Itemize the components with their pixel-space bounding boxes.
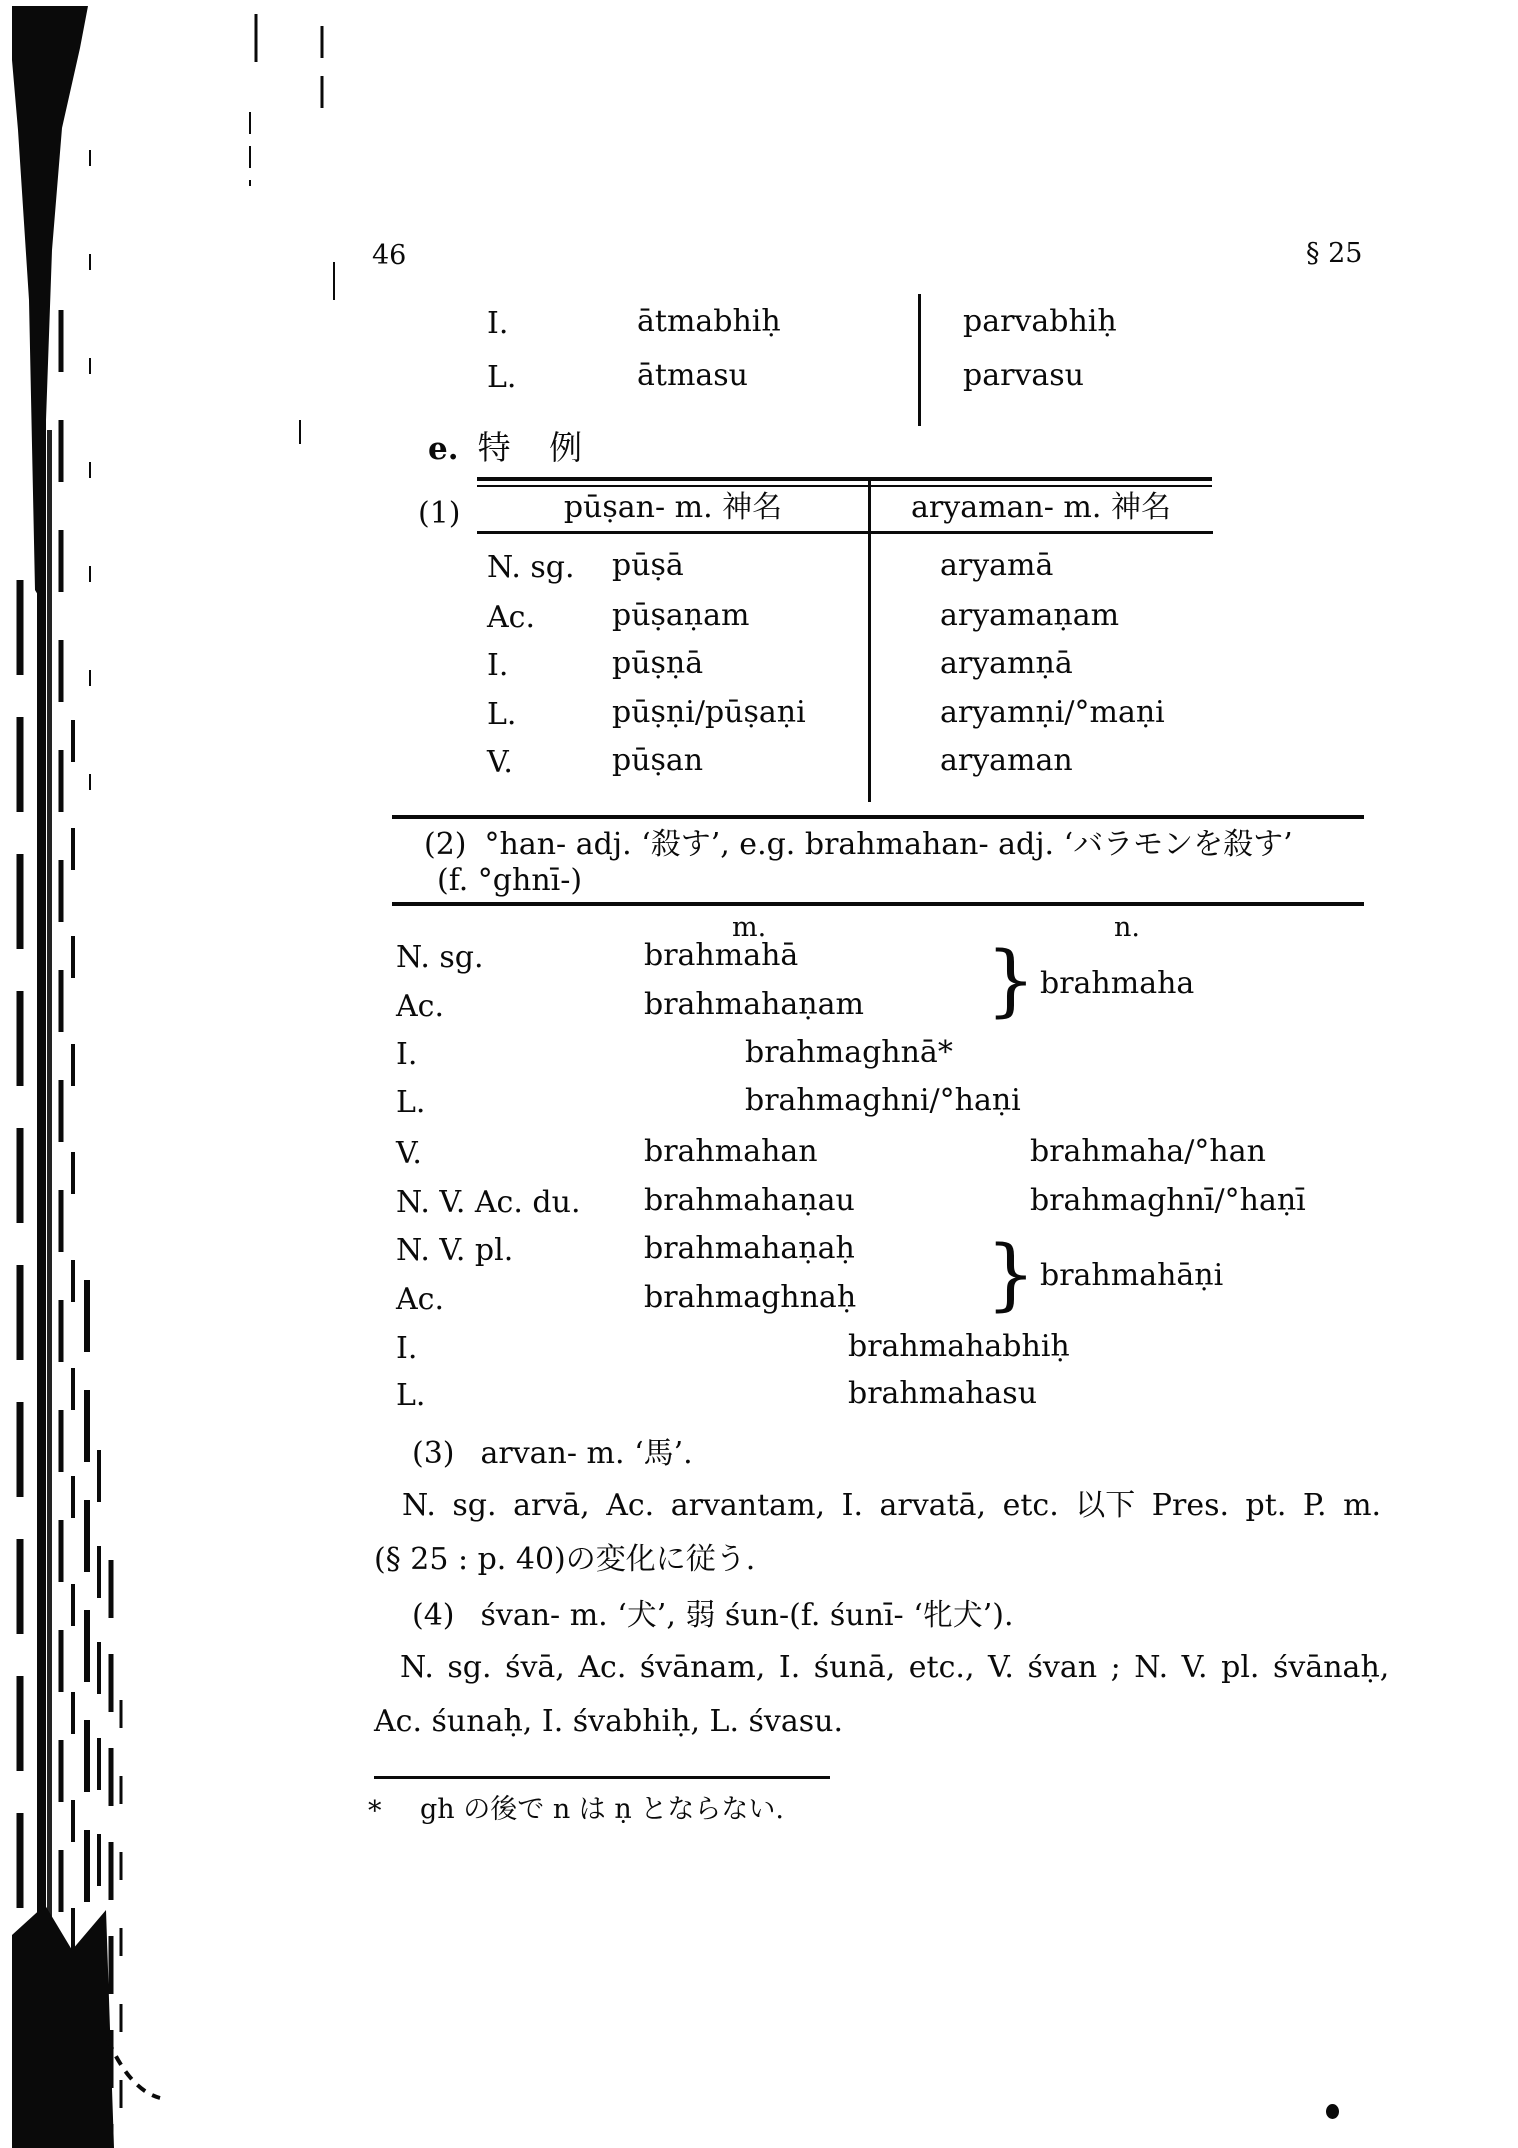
case-label: L. bbox=[396, 1085, 426, 1120]
sanskrit-form: aryamā bbox=[940, 548, 1054, 583]
table-1-number: (1) bbox=[418, 496, 461, 531]
sanskrit-form: brahmaghni/°haṇi bbox=[745, 1083, 1021, 1118]
column-divider bbox=[918, 294, 921, 426]
table-1-header-right: aryaman- m. 神名 bbox=[911, 490, 1171, 525]
paragraph-4-line-1: N. sg. śvā, Ac. śvānam, I. śunā, etc., V. śvan ; N. V. pl. śvānaḥ, bbox=[400, 1650, 1390, 1685]
case-label: V. bbox=[396, 1136, 422, 1171]
table-1-header-rule bbox=[477, 531, 1213, 534]
case-label: N. sg. bbox=[487, 550, 575, 585]
sanskrit-form: brahmahabhiḥ bbox=[848, 1329, 1070, 1364]
case-label: Ac. bbox=[487, 600, 536, 635]
sanskrit-form: brahmahāṇi bbox=[1040, 1258, 1224, 1293]
footnote-rule bbox=[374, 1776, 830, 1779]
table-1-column-divider bbox=[868, 477, 871, 802]
sanskrit-form: pūṣaṇam bbox=[612, 598, 750, 633]
case-label: I. bbox=[396, 1037, 418, 1072]
case-label: L. bbox=[487, 697, 517, 732]
case-label: N. V. pl. bbox=[396, 1233, 514, 1268]
case-label: I. bbox=[396, 1331, 418, 1366]
sanskrit-form: aryaman bbox=[940, 743, 1073, 778]
paragraph-3-heading bbox=[412, 1436, 693, 1472]
footnote-marker: * bbox=[368, 1796, 382, 1827]
paragraph-3-line-1: N. sg. arvā, Ac. arvantam, I. arvatā, etc. 以下 Pres. pt. P. m. bbox=[402, 1488, 1382, 1523]
sanskrit-form: ātmabhiḥ bbox=[637, 304, 781, 339]
paragraph-4-number: (4) bbox=[412, 1598, 455, 1633]
sanskrit-form: pūṣṇi/pūṣaṇi bbox=[612, 695, 806, 730]
case-label: V. bbox=[487, 745, 513, 780]
paragraph-3-title: arvan- m. ‘馬’. bbox=[480, 1436, 693, 1471]
table-1-top-rule-2 bbox=[477, 485, 1212, 487]
sanskrit-form: brahmahasu bbox=[848, 1376, 1038, 1411]
section-2-title: °han- adj. ‘殺す’, e.g. brahmahan- adj. ‘バラモンを殺す’ bbox=[484, 827, 1293, 862]
grouping-brace: } bbox=[986, 1230, 1036, 1320]
sanskrit-form: aryamṇi/°maṇi bbox=[940, 695, 1165, 730]
paragraph-3-number: (3) bbox=[412, 1436, 455, 1471]
section-reference: § 25 bbox=[1306, 238, 1363, 269]
sanskrit-form: brahmahaṇaḥ bbox=[644, 1231, 855, 1266]
sanskrit-form: aryamṇā bbox=[940, 646, 1073, 681]
sanskrit-form: brahmahaṇau bbox=[644, 1183, 855, 1218]
table-1-top-rule bbox=[477, 477, 1212, 481]
section-2-bottom-rule bbox=[392, 902, 1364, 906]
sanskrit-form: brahmaha bbox=[1040, 966, 1195, 1001]
ink-speck bbox=[1326, 2104, 1339, 2119]
paragraph-3-line-2: (§ 25 : p. 40)の変化に従う. bbox=[374, 1542, 756, 1577]
table-1-header-left: pūṣan- m. 神名 bbox=[563, 490, 783, 525]
case-label: L. bbox=[396, 1378, 426, 1413]
sanskrit-form: brahmaha/°han bbox=[1030, 1134, 1266, 1169]
page-number: 46 bbox=[372, 240, 407, 271]
sanskrit-form: pūṣṇā bbox=[612, 646, 704, 681]
sanskrit-form: brahmaghnā* bbox=[745, 1035, 953, 1070]
column-header-masculine: m. bbox=[732, 912, 767, 943]
sanskrit-form: brahmahan bbox=[644, 1134, 818, 1169]
case-label: I. bbox=[487, 648, 509, 683]
section-2-heading bbox=[424, 827, 1293, 863]
sanskrit-form: pūṣā bbox=[612, 548, 684, 583]
column-header-neuter: n. bbox=[1114, 912, 1140, 943]
grouping-brace: } bbox=[986, 936, 1036, 1026]
sanskrit-form: pūṣan bbox=[612, 743, 704, 778]
case-label: Ac. bbox=[396, 1282, 445, 1317]
sanskrit-form: parvabhiḥ bbox=[963, 304, 1117, 339]
section-e-heading bbox=[428, 422, 582, 469]
case-label: N. sg. bbox=[396, 940, 484, 975]
sanskrit-form: brahmahā bbox=[644, 938, 799, 973]
section-2-number: (2) bbox=[424, 827, 467, 862]
sanskrit-form: brahmahaṇam bbox=[644, 987, 864, 1022]
paragraph-4-title: śvan- m. ‘犬’, 弱 śun-(f. śunī- ‘牝犬’). bbox=[480, 1598, 1014, 1633]
section-2-top-rule bbox=[392, 815, 1364, 819]
section-e-title: 特 例 bbox=[477, 428, 583, 467]
paragraph-4-heading bbox=[412, 1598, 1014, 1634]
case-label: L. bbox=[487, 360, 517, 395]
sanskrit-form: brahmaghnī/°haṇī bbox=[1030, 1183, 1306, 1218]
binding-shadow-artifact bbox=[0, 0, 360, 2148]
sanskrit-form: ātmasu bbox=[637, 358, 748, 393]
sanskrit-form: brahmaghnaḥ bbox=[644, 1280, 857, 1315]
paragraph-4-line-2: Ac. śunaḥ, I. śvabhiḥ, L. śvasu. bbox=[374, 1704, 843, 1739]
case-label: N. V. Ac. du. bbox=[396, 1185, 581, 1220]
section-2-subtitle: (f. °ghnī-) bbox=[437, 863, 583, 898]
sanskrit-form: parvasu bbox=[963, 358, 1084, 393]
case-label: Ac. bbox=[396, 989, 445, 1024]
sanskrit-form: aryamaṇam bbox=[940, 598, 1120, 633]
case-label: I. bbox=[487, 306, 509, 341]
section-e-label: e. bbox=[428, 431, 459, 467]
footnote-text: gh の後で n は ṇ とならない. bbox=[420, 1794, 784, 1825]
